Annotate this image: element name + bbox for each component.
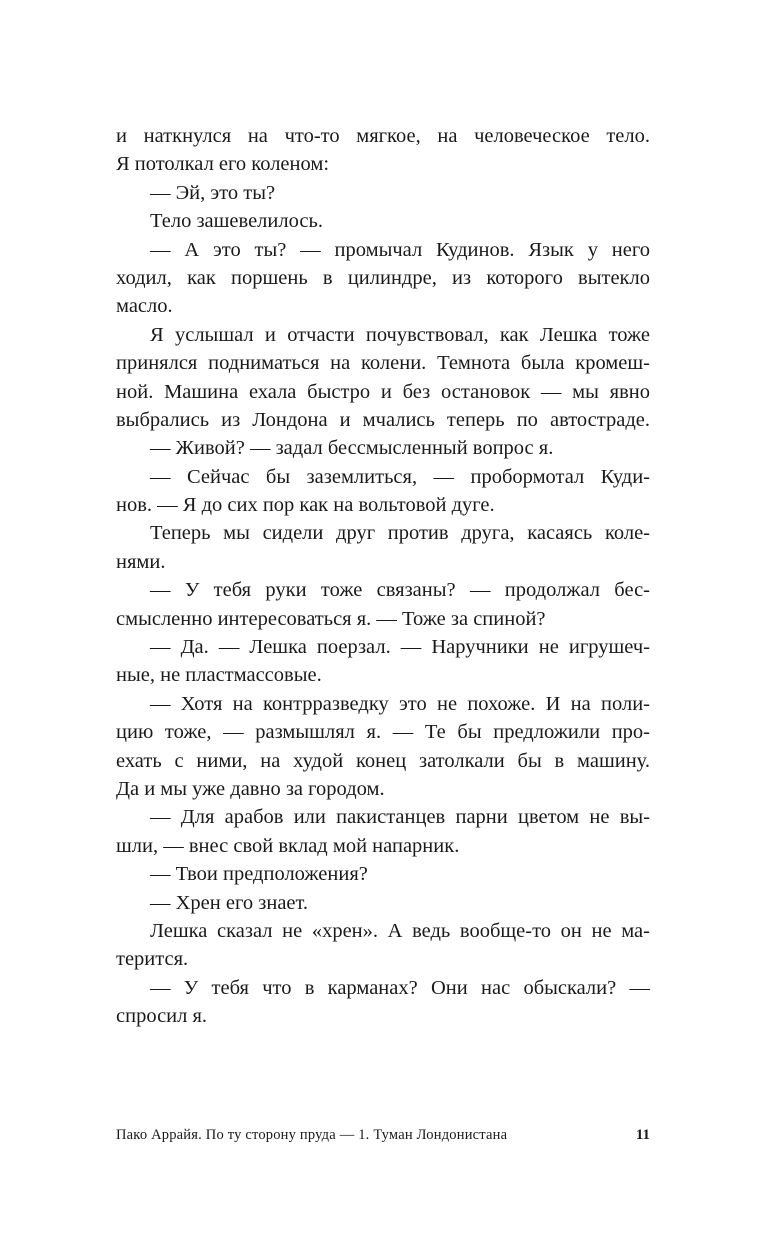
text-line: — А это ты? — промычал Кудинов. Язык у него [150,238,650,261]
text-line: — Эй, это ты? [150,181,276,204]
page-footer [116,1127,650,1149]
text-line: и наткнулся на что-то мягкое, на человеческое тело. [116,125,650,147]
text-line: Я услышал и отчасти почувствовал, как Лешка тоже [150,323,650,346]
text-line: выбрались из Лондона и мчались теперь по автостраде. [116,408,650,431]
text-line: Теперь мы сидели друг против друга, касаясь коле- [150,522,650,545]
text-line: — Да. — Лешка поерзал. — Наручники не игрушеч- [150,636,650,659]
text-line: принялся подниматься на колени. Темнота была кромеш- [116,352,650,375]
text-line: цию тоже, — размышлял я. — Те бы предложили про- [116,721,650,744]
text-line: спросил я. [116,1005,208,1028]
text-line: — Хотя на контрразведку это не похоже. И на поли- [150,692,650,715]
text-line: ной. Машина ехала быстро и без остановок — мы явно [116,380,650,403]
text-line: — Живой? — задал бессмысленный вопрос я. [150,437,554,460]
text-line: — У тебя что в карманах? Они нас обыскали? — [150,976,650,999]
text-line: шли, — внес свой вклад мой напарник. [116,834,460,857]
text-line: — Твои предположения? [150,863,368,886]
text-line: ехать с ними, на худой конец затолкали бы в машину. [116,749,650,772]
text-line: нями. [116,550,166,573]
text-line: ходил, как поршень в цилиндре, из которого вытекло [116,266,650,289]
text-line: Тело зашевелилось. [150,210,323,233]
text-line: — Сейчас бы заземлиться, — пробормотал Куди- [150,465,650,488]
text-line: смысленно интересоваться я. — Тоже за спиной? [116,607,546,630]
text-line: — Для арабов или пакистанцев парни цветом не вы- [150,806,650,829]
text-line: терится. [116,948,189,971]
text-line: Я потолкал его коленом: [116,153,330,176]
text-line: масло. [116,295,173,318]
text-line: — Хрен его знает. [150,891,309,914]
text-line: Лешка сказал не «хрен». А ведь вообще-то он не ма- [150,919,650,942]
text-line: нов. — Я до сих пор как на вольтовой дуге. [116,494,495,517]
text-line: ные, не пластмассовые. [116,664,322,687]
text-line: — У тебя руки тоже связаны? — продолжал бес- [150,579,650,602]
running-head: Пако Аррайя. По ту сторону пруда — 1. Туман Лондонистана [116,1127,508,1143]
page-number: 11 [635,1127,650,1143]
body-text [116,122,650,1031]
text-line: Да и мы уже давно за городом. [116,777,385,800]
